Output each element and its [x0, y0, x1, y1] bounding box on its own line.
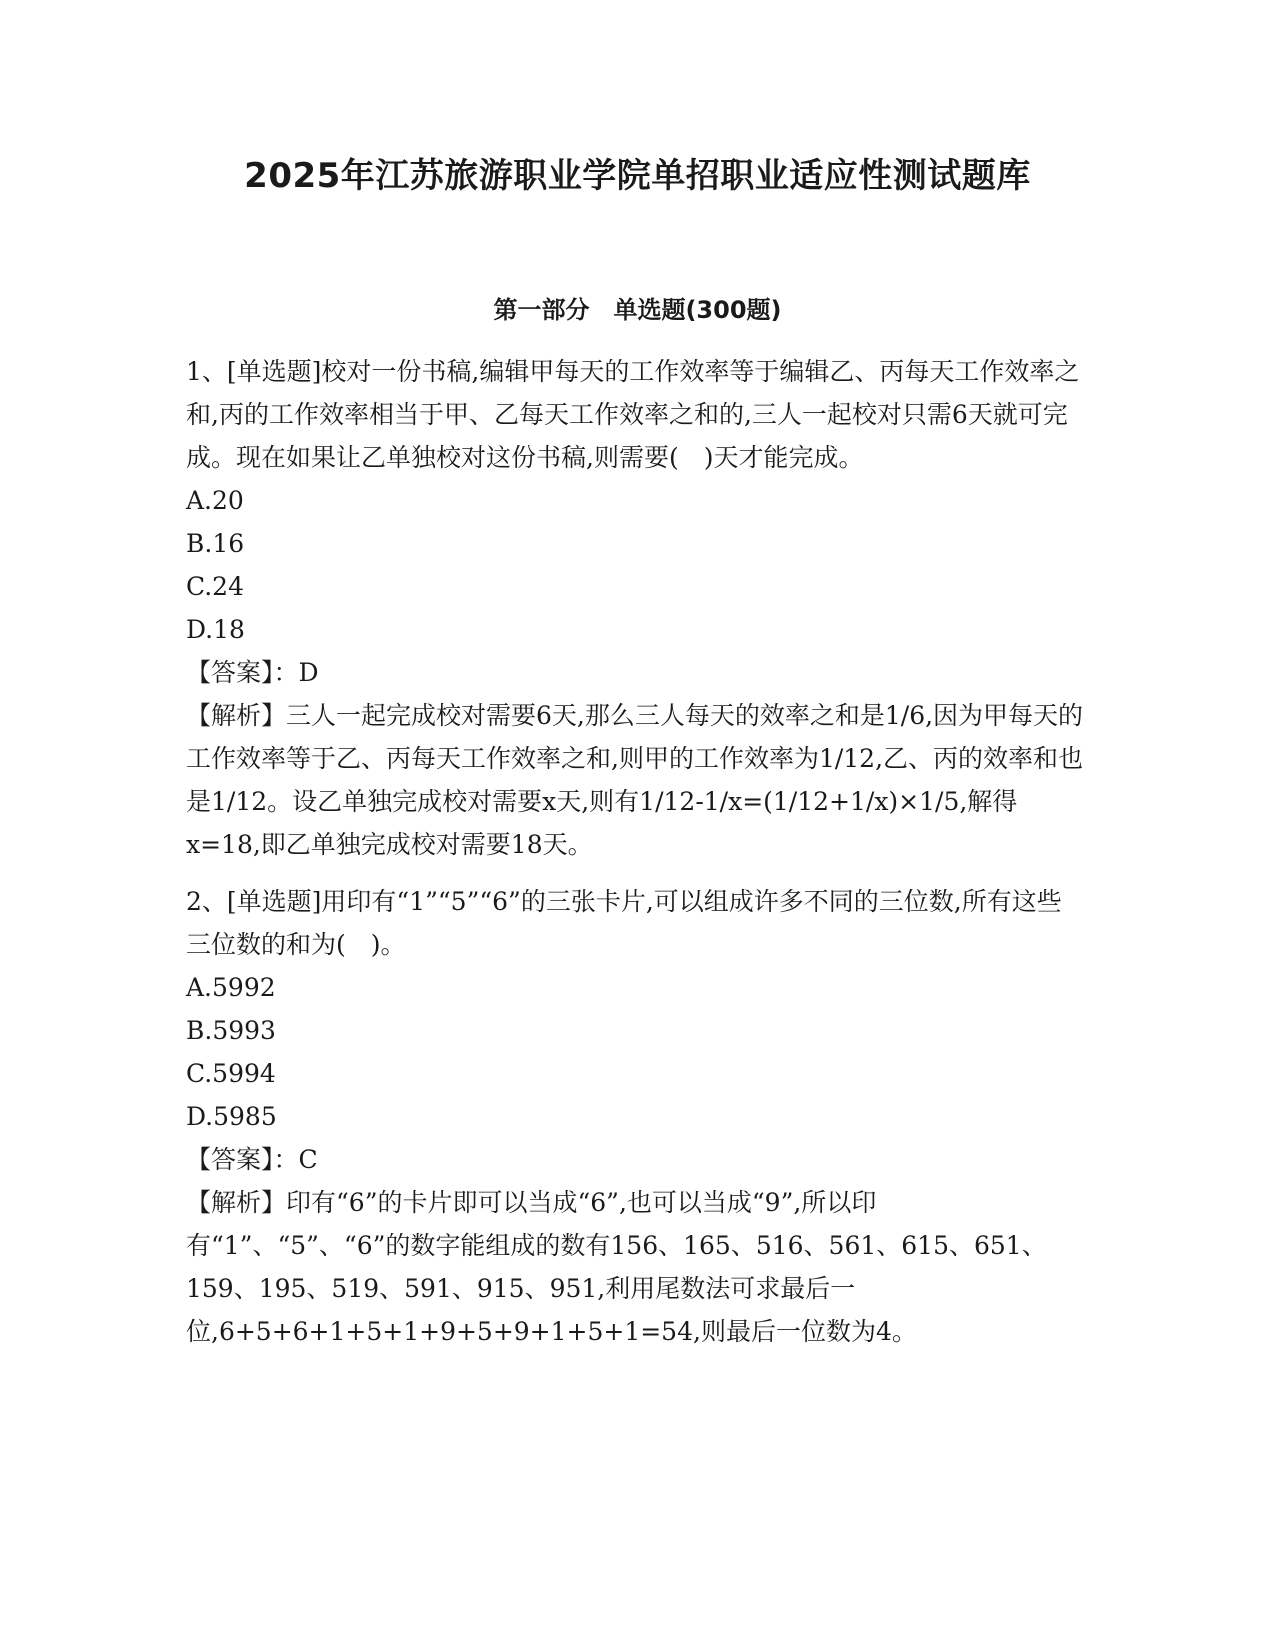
answer-line	[186, 1138, 1086, 1181]
analysis-paragraph	[186, 694, 1086, 866]
question-stem: 2、[单选题]用印有“1”“5”“6”的三张卡片,可以组成许多不同的三位数,所有这些三位数的和为( )。	[186, 887, 1062, 959]
answer-line	[186, 651, 1086, 694]
answer-separator: ：	[273, 658, 299, 687]
option-c: C.24	[186, 572, 244, 601]
answer-value: D	[298, 658, 319, 687]
analysis-text: 三人一起完成校对需要6天,那么三人每天的效率之和是1/6,因为甲每天的工作效率等于乙、丙每天工作效率之和,则甲的工作效率为1/12,乙、丙的效率和也是1/12。设乙单独完成校对需要x天,则有1/12-1/x=(1/12+1/x)×1/5,解得x=18,即乙单独完成校对需要18天。	[186, 701, 1084, 859]
question-stem: 1、[单选题]校对一份书稿,编辑甲每天的工作效率等于编辑乙、丙每天工作效率之和,丙的工作效率相当于甲、乙每天工作效率之和的,三人一起校对只需6天就可完成。现在如果让乙单独校对这份书稿,则需要( )天才能完成。	[186, 357, 1080, 472]
analysis-label: 【解析】	[186, 701, 287, 730]
option-a: A.20	[186, 486, 244, 515]
analysis-paragraph	[186, 1181, 1086, 1353]
option-a: A.5992	[186, 973, 276, 1002]
question-item	[186, 880, 1086, 1353]
answer-separator: ：	[273, 1145, 299, 1174]
answer-label: 【答案】	[186, 1145, 274, 1174]
analysis-label: 【解析】	[186, 1188, 287, 1217]
page-title: 2025年江苏旅游职业学院单招职业适应性测试题库	[244, 156, 1031, 196]
section-title: 第一部分 单选题(300题)	[493, 296, 782, 324]
analysis-text: 印有“6”的卡片即可以当成“6”,也可以当成“9”,所以印有“1”、“5”、“6”的数字能组成的数有156、165、516、561、615、651、159、195、519、591、915、951,利用尾数法可求最后一位,6+5+6+1+5+1+9+5+9+1+5+1=54,则最后一位数为4。	[186, 1188, 1047, 1346]
option-d: D.5985	[186, 1102, 277, 1131]
question-list	[186, 350, 1086, 1353]
question-item	[186, 350, 1086, 866]
option-b: B.16	[186, 529, 245, 558]
answer-label: 【答案】	[186, 658, 274, 687]
option-c: C.5994	[186, 1059, 276, 1088]
option-b: B.5993	[186, 1016, 276, 1045]
answer-value: C	[298, 1145, 318, 1174]
option-d: D.18	[186, 615, 245, 644]
